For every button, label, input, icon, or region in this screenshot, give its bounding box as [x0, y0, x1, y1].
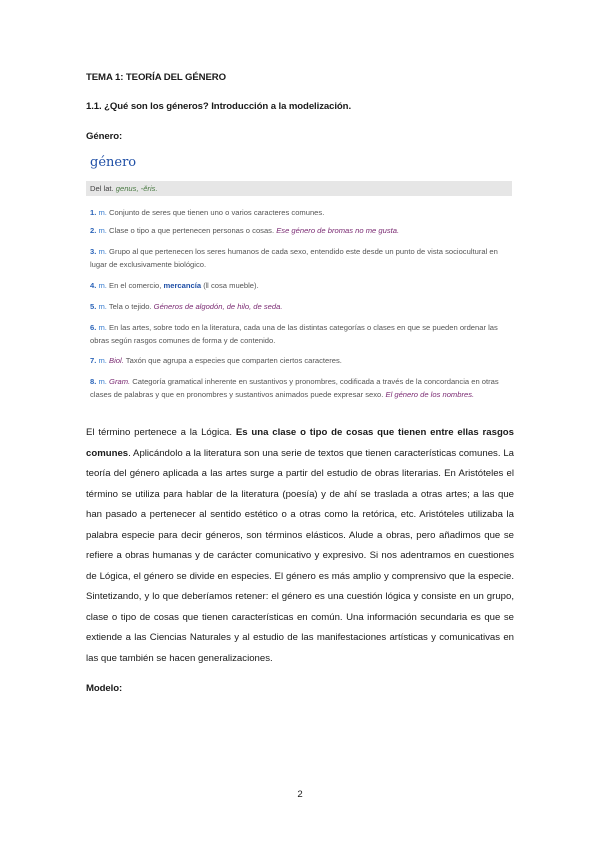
document-title: TEMA 1: TEORÍA DEL GÉNERO [86, 72, 226, 83]
definition-entry: 7. m. Biol. Taxón que agrupa a especies que comparten ciertos caracteres. [90, 356, 342, 365]
definition-example: Ese género de bromas no me gusta. [276, 226, 400, 235]
etymology-term: genus, -ĕris. [115, 184, 158, 193]
mercancia-link[interactable]: mercancía [163, 281, 202, 290]
definition-example: El género de los nombres. [385, 389, 475, 399]
page-number: 2 [297, 789, 303, 800]
field-label: Gram. [109, 377, 131, 386]
definition-entry: 1. m. Conjunto de seres que tienen uno o varios caracteres comunes. [90, 208, 325, 217]
body-paragraph [86, 423, 514, 669]
dictionary-headword: género [90, 155, 137, 170]
dictionary-excerpt [86, 152, 514, 414]
etymology-prefix: Del lat. [90, 184, 114, 193]
section-subtitle: 1.1. ¿Qué son los géneros? Introducción a la modelización. [86, 101, 352, 112]
paragraph-bold: Es una clase o tipo de cosas que tienen entre ellas rasgos comunes [86, 427, 515, 459]
etymology-bar [86, 181, 512, 196]
definition-entry: 8. m. Gram. Categoría gramatical inherente en sustantivos y pronombres, codificada a través de la concordancia en otras clases de palabras y que en pronombres y sustantivos animados puede expresar sexo. El género de los nombres. [90, 377, 499, 399]
field-label: Biol. [109, 356, 124, 365]
definition-entry: 3. m. Grupo al que pertenecen los seres humanos de cada sexo, entendido este desde un punto de vista sociocultural en lugar de exclusivamente biológico. [90, 247, 498, 269]
definition-entry: 4. m. En el comercio, mercancía (‖ cosa mueble). [90, 281, 259, 290]
genero-label: Género: [86, 131, 123, 142]
definition-entry: 5. m. Tela o tejido. Géneros de algodón, de hilo, de seda. [90, 302, 283, 311]
definition-example: Géneros de algodón, de hilo, de seda. [153, 302, 283, 311]
modelo-label: Modelo: [86, 683, 123, 694]
definition-entry: 6. m. En las artes, sobre todo en la literatura, cada una de las distintas categorías o clases en que se pueden ordenar las obras según rasgos comunes de forma y de contenido. [90, 323, 498, 345]
paragraph-intro: El término pertenece a la Lógica. [86, 427, 233, 438]
definition-entry: 2. m. Clase o tipo a que pertenecen personas o cosas. Ese género de bromas no me gusta. [90, 226, 400, 235]
paragraph-rest: . Aplicándolo a la literatura son una serie de textos que tienen características comunes. La teoría del género aplicada a las artes surge a partir del estudio de obras literarias. En Aristóteles el término se utiliza para hablar de la literatura (poesía) y de ahí se traslada a otras artes; a las que han pasado a pertenecer al sentido estético o a otras como la retórica, etc. Aristóteles utilizaba la palabra especie para decir géneros, son términos elásticos. Alude a obras, pero añadimos que se refiere a obras humanas y de carácter comunicativo y expresivo. Si nos adentramos en cuestiones de Lógica, el género se divide en especies. El género es más amplio y comprensivo que la especie. Sintetizando, y lo que deberíamos retener: el género es una cuestión lógica y consiste en un grupo, clase o tipo de cosas que tienen características en común. Una información secundaria es que se extiende a las Ciencias Naturales y al estudio de las manifestaciones artísticas y comunicativas en las que también se hacen generalizaciones. [86, 447, 514, 664]
